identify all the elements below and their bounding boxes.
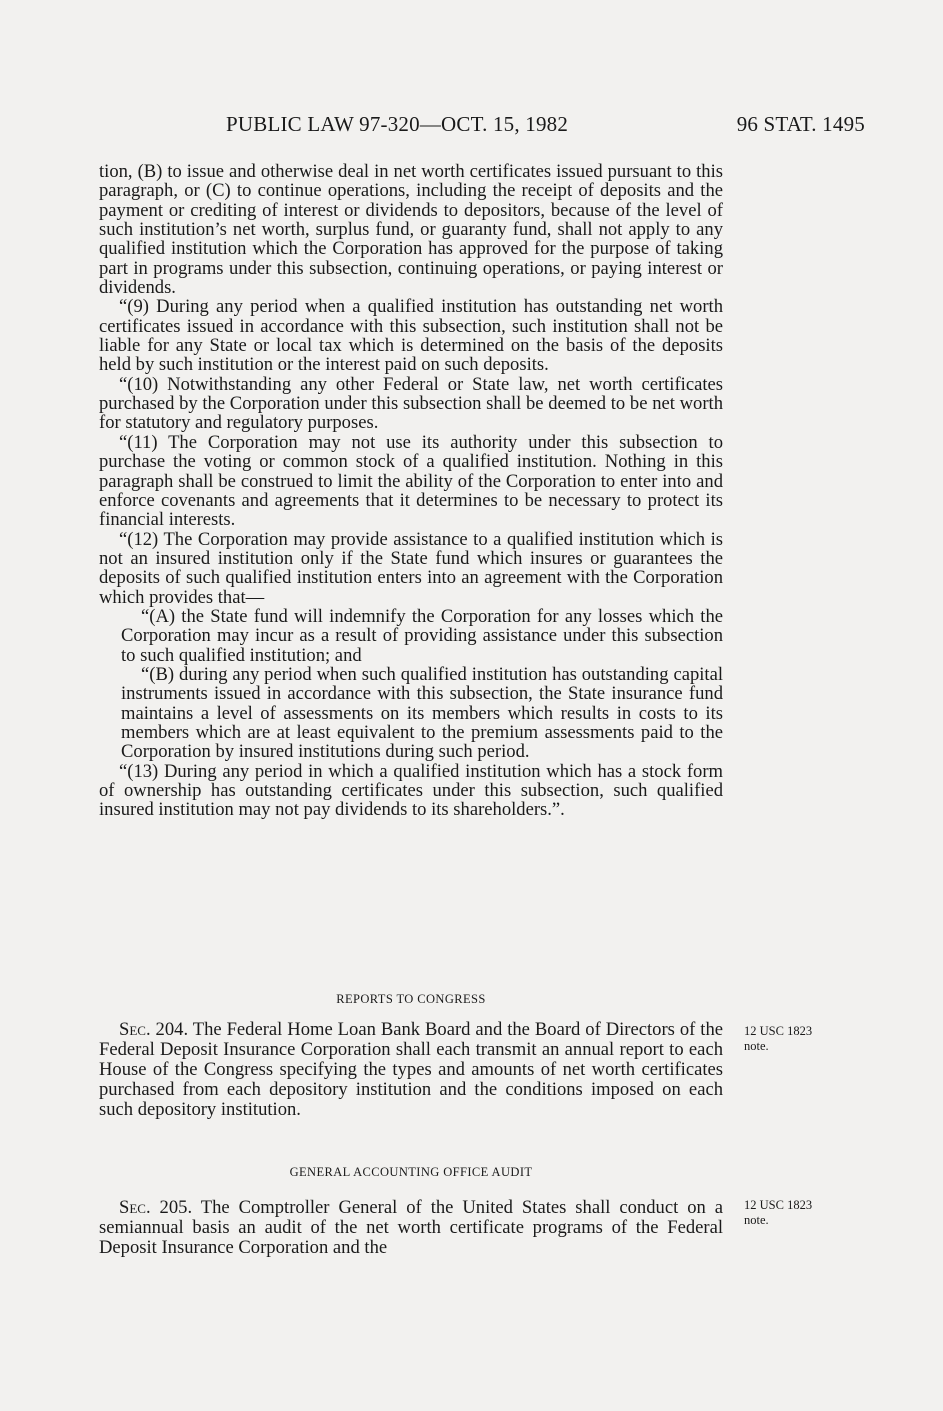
- subparagraph-b: “(B) during any period when such qualified institution has outstanding capital instruments issued in accordance with this subsection, the State insurance fund maintains a level of assessments on its members which results in costs to its members which are at least equivalent to the premium assessments paid to the Corporation by insured institutions during such period.: [121, 663, 723, 763]
- section-205-text: The Comptroller General of the United States shall conduct on a semiannual basis an audit of the net worth certificate programs of the Federal Deposit Insurance Corporation and the: [99, 1197, 724, 1258]
- margin-note-205-citation: 12 USC 1823: [744, 1198, 813, 1212]
- margin-note-204-citation: 12 USC 1823: [744, 1024, 813, 1038]
- body-text: [99, 162, 723, 820]
- section-204: [99, 1020, 723, 1120]
- margin-note-205-note: note.: [744, 1213, 769, 1227]
- margin-note-204-note: note.: [744, 1039, 769, 1053]
- section-205-label: Sec. 205.: [119, 1197, 193, 1218]
- paragraph-12: “(12) The Corporation may provide assistance to a qualified institution which is not an insured institution only if the State fund which insures or guarantees the deposits of such qualified institution enters into an agreement with the Corporation which provides that—: [99, 528, 723, 608]
- paragraph-10: “(10) Notwithstanding any other Federal or State law, net worth certificates purchased by the Corporation under this subsection shall be deemed to be net worth for statutory and regulatory purposes.: [99, 373, 723, 434]
- section-204-text: The Federal Home Loan Bank Board and the Board of Directors of the Federal Deposit Insurance Corporation shall each transmit an annual report to each House of the Congress specifying the types and amounts of net worth certificates purchased from each depository institution and the conditions imposed on each such depository institution.: [99, 1019, 724, 1120]
- paragraph-11: “(11) The Corporation may not use its authority under this subsection to purchase the voting or common stock of a qualified institution. Nothing in this paragraph shall be construed to limit the ability of the Corporation to enter into and enforce covenants and agreements that it determines to be necessary to protect its financial interests.: [99, 431, 723, 531]
- margin-note-205: [744, 1198, 844, 1228]
- section-205: [99, 1198, 723, 1258]
- header-public-law: PUBLIC LAW 97-320—OCT. 15, 1982: [226, 112, 569, 136]
- paragraph-9: “(9) During any period when a qualified institution has outstanding net worth certificates issued in accordance with this subsection, such institution shall not be liable for any State or local tax which is determined on the basis of the deposits held by such institution or the interest paid on such deposits.: [99, 296, 723, 376]
- section-heading-gao: GENERAL ACCOUNTING OFFICE AUDIT: [289, 1165, 533, 1179]
- margin-note-204: [744, 1024, 844, 1054]
- header-stat-page: 96 STAT. 1495: [736, 112, 865, 136]
- paragraph-13: “(13) During any period in which a qualified institution which has a stock form of ownership has outstanding certificates under this subsection, such qualified insured institution may not pay dividends to its shareholders.”.: [99, 760, 723, 821]
- subparagraph-a: “(A) the State fund will indemnify the Corporation for any losses which the Corporation may incur as a result of providing assistance under this subsection to such qualified institution; and: [121, 605, 723, 666]
- section-204-label: Sec. 204.: [119, 1019, 189, 1040]
- section-heading-reports: REPORTS TO CONGRESS: [336, 992, 486, 1006]
- paragraph-continuation: tion, (B) to issue and otherwise deal in net worth certificates issued pursuant to this paragraph, or (C) to continue operations, including the receipt of deposits and the payment or crediting of interest or dividends to depositors, because of the level of such institution’s net worth, surplus fund, or guaranty fund, shall not apply to any qualified institution which the Corporation has approved for the purpose of taking part in programs under this subsection, continuing operations, or paying interest or dividends.: [99, 161, 723, 299]
